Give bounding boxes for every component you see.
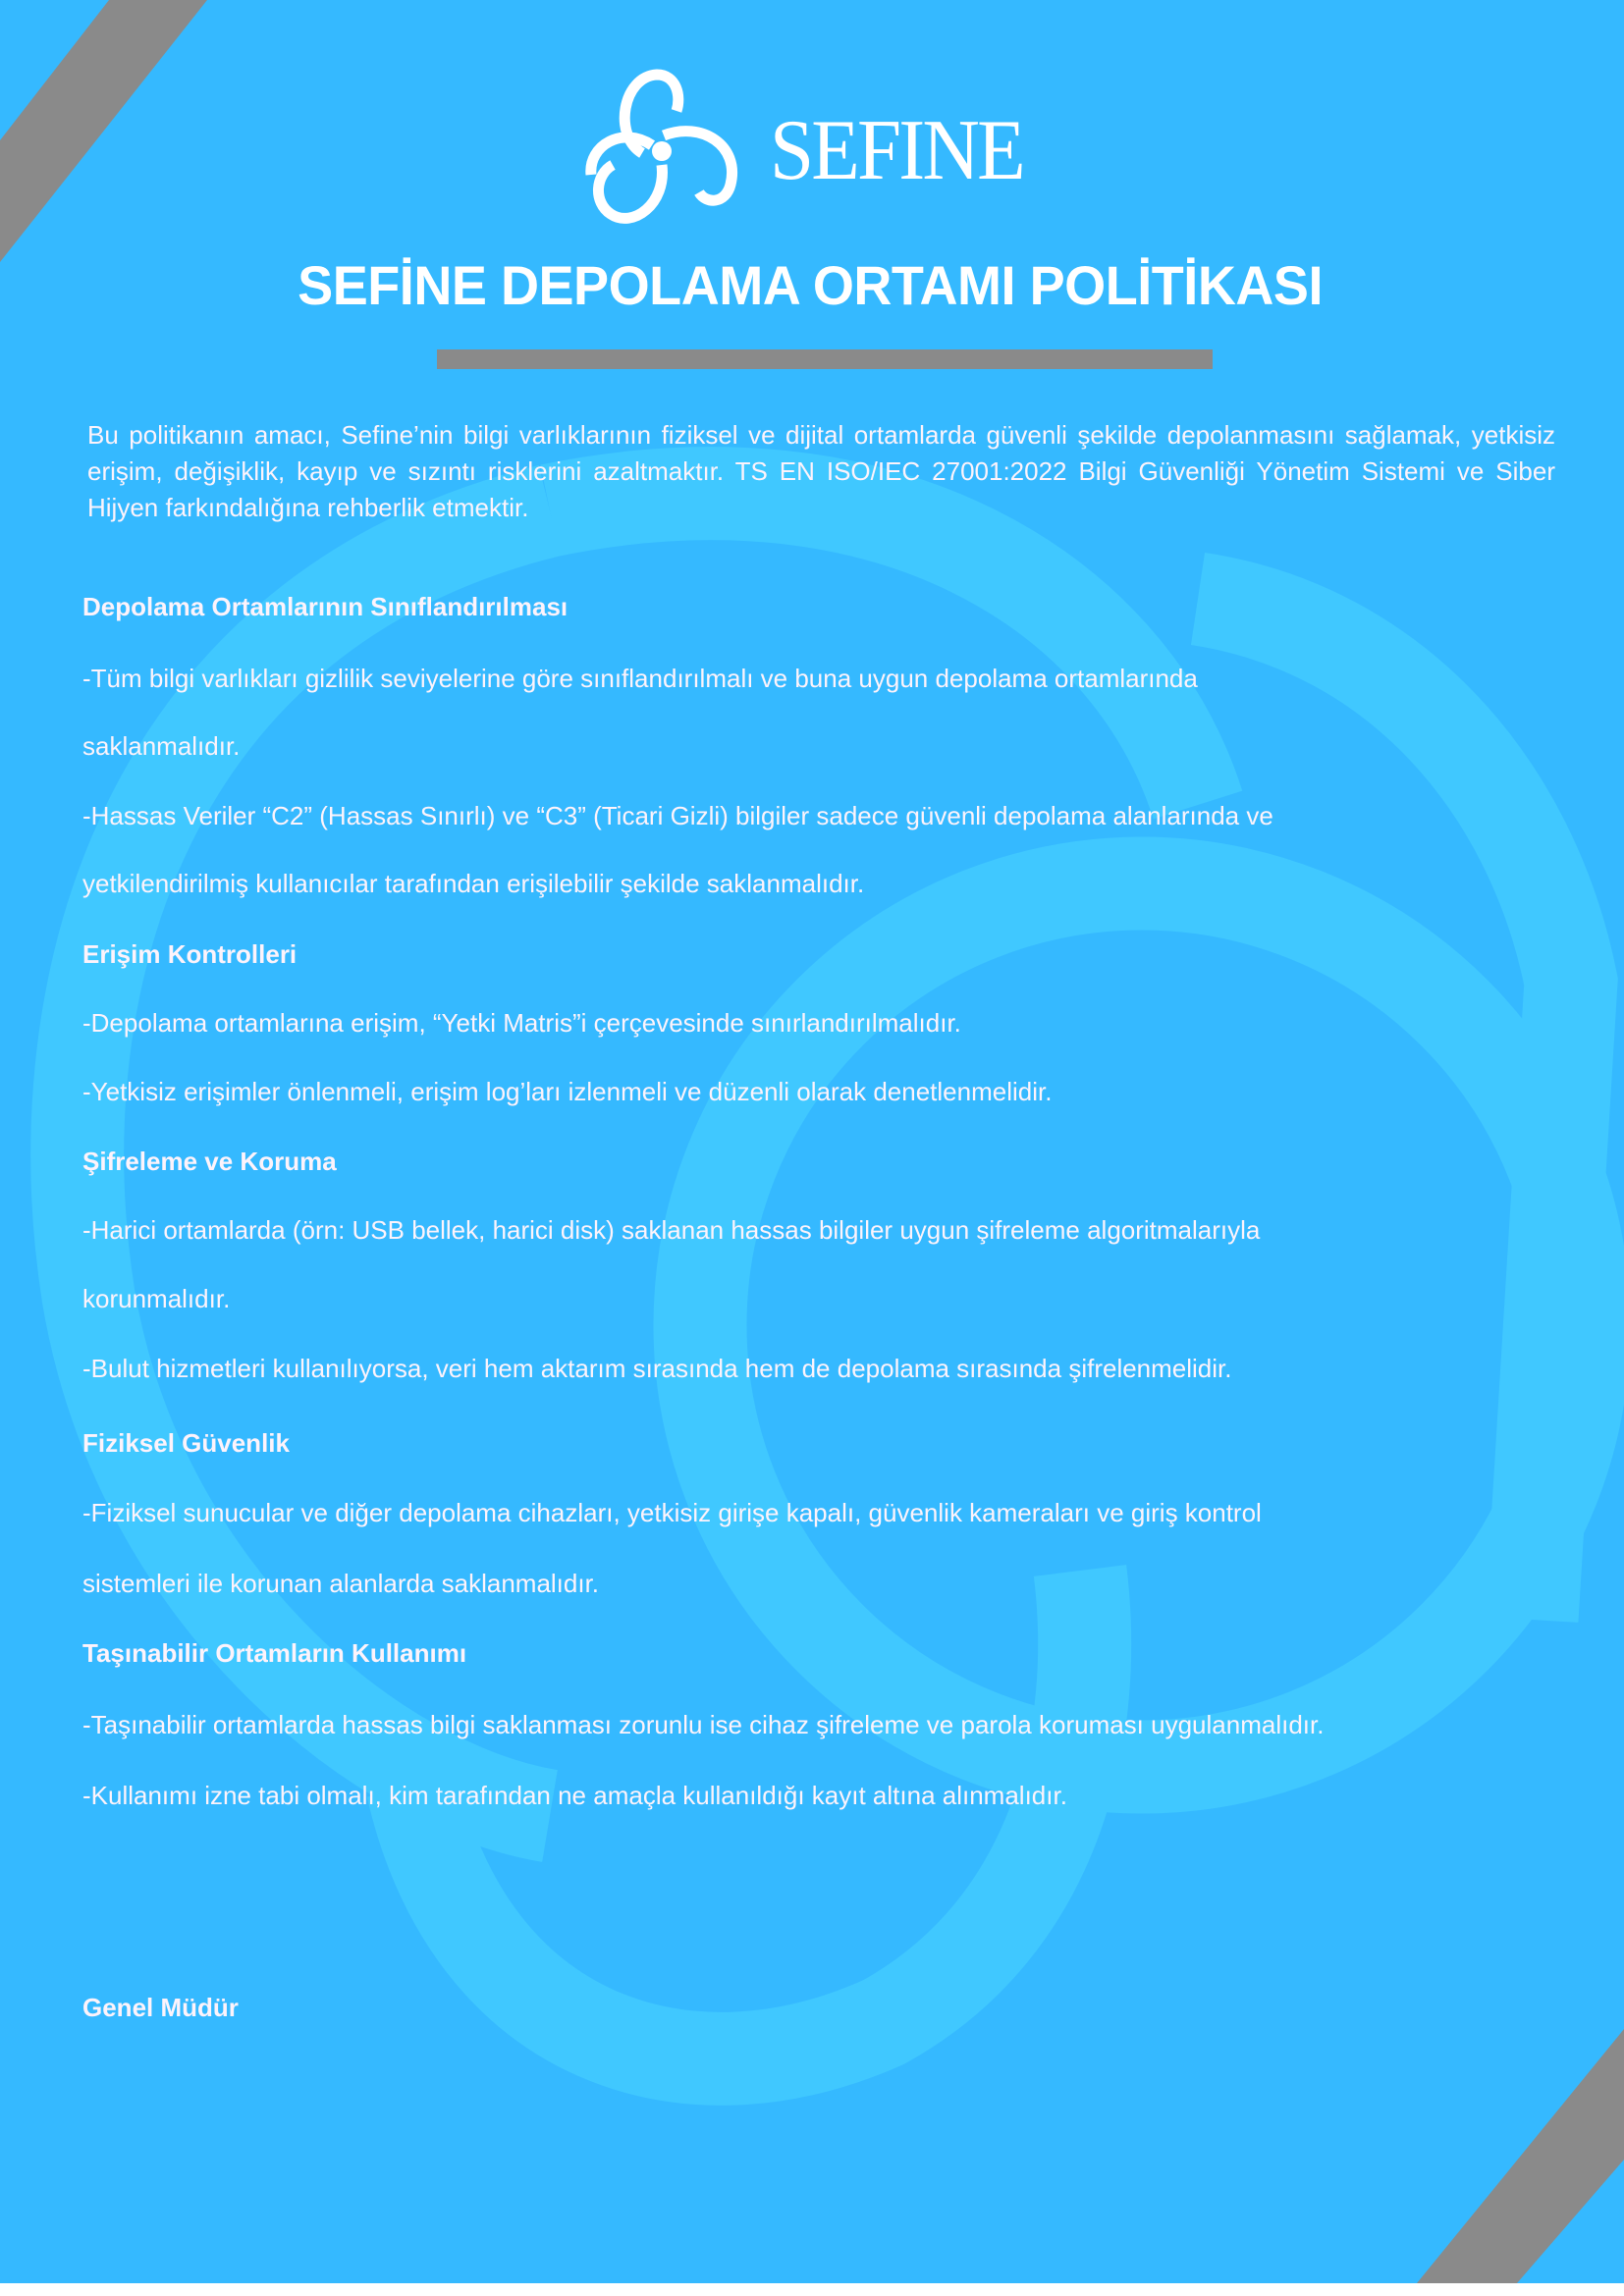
brand-name: SEFINE [770,103,1023,198]
section-heading: Şifreleme ve Koruma [82,1147,337,1176]
policy-line: -Tüm bilgi varlıkları gizlilik seviyelerine göre sınıflandırılmalı ve buna uygun depolama ortamlarında [82,664,1198,693]
page-title: SEFİNE DEPOLAMA ORTAMI POLİTİKASI [298,254,1324,316]
policy-line: -Harici ortamlarda (örn: USB bellek, harici disk) saklanan hassas bilgiler uygun şifreleme algoritmalarıyla [82,1215,1261,1245]
policy-line: sistemleri ile korunan alanlarda saklanmalıdır. [82,1569,600,1598]
section-heading: Fiziksel Güvenlik [82,1428,290,1458]
policy-line: yetkilendirilmiş kullanıcılar tarafından erişilebilir şekilde saklanmalıdır. [82,869,865,898]
policy-line: -Bulut hizmetleri kullanılıyorsa, veri hem aktarım sırasında hem de depolama sırasında şifrelenmelidir. [82,1354,1232,1383]
policy-line: -Yetkisiz erişimler önlenmeli, erişim log’ları izlenmeli ve düzenli olarak denetlenmelidir. [82,1077,1053,1106]
policy-line: -Depolama ortamlarına erişim, “Yetki Matris”i çerçevesinde sınırlandırılmalıdır. [82,1008,961,1038]
title-divider [437,349,1213,369]
section-heading: Erişim Kontrolleri [82,939,298,969]
policy-line: korunmalıdır. [82,1284,231,1313]
policy-line: -Hassas Veriler “C2” (Hassas Sınırlı) ve “C3” (Ticari Gizli) bilgiler sadece güvenli depolama alanlarında ve [82,801,1273,830]
signature-label: Genel Müdür [82,1993,239,2022]
policy-line: -Kullanımı izne tabi olmalı, kim tarafından ne amaçla kullanıldığı kayıt altına alınmalıdır. [82,1781,1067,1810]
policy-line: saklanmalıdır. [82,731,241,761]
section-heading: Taşınabilir Ortamların Kullanımı [82,1638,467,1668]
section-heading: Depolama Ortamlarının Sınıflandırılması [82,592,568,621]
policy-line: -Taşınabilir ortamlarda hassas bilgi saklanması zorunlu ise cihaz şifreleme ve parola koruması uygulanmalıdır. [82,1710,1325,1739]
intro-paragraph: Bu politikanın amacı, Sefine’nin bilgi varlıklarının fiziksel ve dijital ortamlarda güvenli şekilde depolanmasını sağlamak, yetkisiz erişim, değişiklik, kayıp ve sızıntı risklerini azaltmaktır. TS EN ISO/IEC 27001:2022 Bilgi Güvenliği Yönetim Sistemi ve Siber Hijyen farkındalığına rehberlik etmektir. [87,420,1555,522]
sefine-logo-icon [583,67,744,230]
policy-line: -Fiziksel sunucular ve diğer depolama cihazları, yetkisiz girişe kapalı, güvenlik kameraları ve giriş kontrol [82,1498,1262,1527]
